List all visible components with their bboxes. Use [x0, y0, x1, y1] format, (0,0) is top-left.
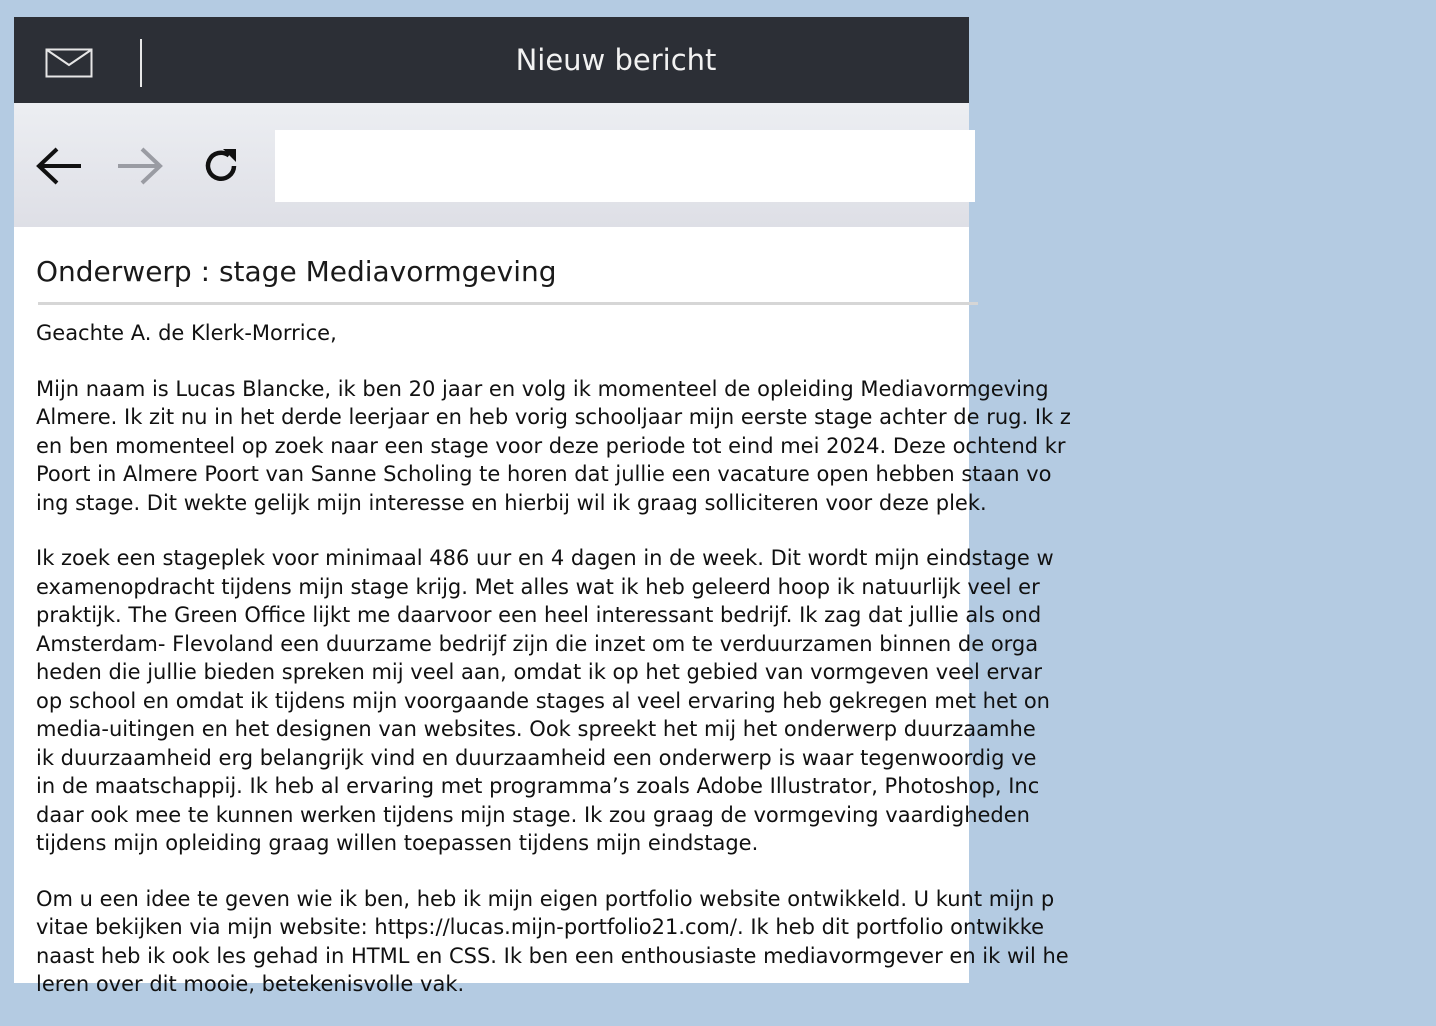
- body-line: Amsterdam- Flevoland een duurzame bedrijf zijn die inzet om te verduurzamen binnen de orga: [36, 631, 1039, 656]
- body-line: media-uitingen en het designen van websites. Ook spreekt het mij het onderwerp duurzaamhe: [36, 717, 1036, 741]
- back-button[interactable]: [34, 143, 84, 193]
- body-line: en ben momenteel op zoek naar een stage voor deze periode tot eind mei 2024. Deze ochtend kr: [36, 433, 1066, 458]
- subject-divider: [38, 302, 978, 305]
- body-line: ing stage. Dit wekte gelijk mijn interesse en hierbij wil ik graag solliciteren voor deze plek.: [36, 490, 987, 515]
- email-subject[interactable]: Onderwerp : stage Mediavormgeving: [36, 255, 557, 288]
- window-title: Nieuw bericht: [515, 43, 717, 77]
- reload-icon: [200, 145, 242, 192]
- body-paragraph: [36, 885, 1436, 999]
- body-line: examenopdracht tijdens mijn stage krijg. Met alles wat ik heb geleerd hoop ik natuurlijk veel er: [36, 574, 1040, 599]
- email-body[interactable]: [36, 319, 1436, 1026]
- body-line: naast heb ik ook les gehad in HTML en CSS. Ik ben een enthousiaste mediavormgever en ik wil he: [36, 943, 1069, 968]
- forward-button[interactable]: [115, 143, 165, 193]
- body-line: ik duurzaamheid erg belangrijk vind en duurzaamheid een onderwerp is waar tegenwoordig ve: [36, 745, 1037, 770]
- reload-button[interactable]: [196, 143, 246, 193]
- url-input[interactable]: [275, 130, 975, 202]
- body-line: heden die jullie bieden spreken mij veel aan, omdat ik op het gebied van vormgeven veel ervar: [36, 660, 1042, 684]
- body-line: Poort in Almere Poort van Sanne Scholing te horen dat jullie een vacature open hebben staan vo: [36, 462, 1052, 486]
- title-bar: [14, 17, 969, 103]
- body-line: op school en omdat ik tijdens mijn voorgaande stages al veel ervaring heb gekregen met het on: [36, 688, 1050, 713]
- email-greeting: Geachte A. de Klerk-Morrice,: [36, 321, 337, 345]
- compose-window: [14, 17, 1071, 996]
- arrow-right-icon: [116, 146, 164, 191]
- body-paragraph: [36, 544, 1436, 858]
- body-line: praktijk. The Green Office lijkt me daarvoor een heel interessant bedrijf. Ik zag dat jullie als ond: [36, 603, 1042, 627]
- body-line: in de maatschappij. Ik heb al ervaring met programma’s zoals Adobe Illustrator, Photoshop, Inc: [36, 774, 1040, 798]
- toolbar: [14, 103, 969, 227]
- body-line: Om u een idee te geven wie ik ben, heb ik mijn eigen portfolio website ontwikkeld. U kunt mijn p: [36, 886, 1055, 911]
- message-content: [14, 227, 1071, 996]
- body-paragraph: [36, 375, 1436, 518]
- body-line: Ik zoek een stageplek voor minimaal 486 uur en 4 dagen in de week. Dit wordt mijn eindstage w: [36, 546, 1054, 570]
- body-line: Mijn naam is Lucas Blancke, ik ben 20 jaar en volg ik momenteel de opleiding Mediavormgeving: [36, 376, 1049, 401]
- arrow-left-icon: [35, 146, 83, 191]
- body-line: daar ook mee te kunnen werken tijdens mijn stage. Ik zou graag de vormgeving vaardigheden: [36, 802, 1030, 827]
- body-line: Almere. Ik zit nu in het derde leerjaar en heb vorig schooljaar mijn eerste stage achter de rug. Ik z: [36, 405, 1071, 429]
- body-line: tijdens mijn opleiding graag willen toepassen tijdens mijn eindstage.: [36, 831, 759, 855]
- body-line: vitae bekijken via mijn website: https://lucas.mijn-portfolio21.com/. Ik heb dit portfolio ontwikke: [36, 915, 1045, 939]
- body-line: leren over dit mooie, betekenisvolle vak.: [36, 972, 465, 996]
